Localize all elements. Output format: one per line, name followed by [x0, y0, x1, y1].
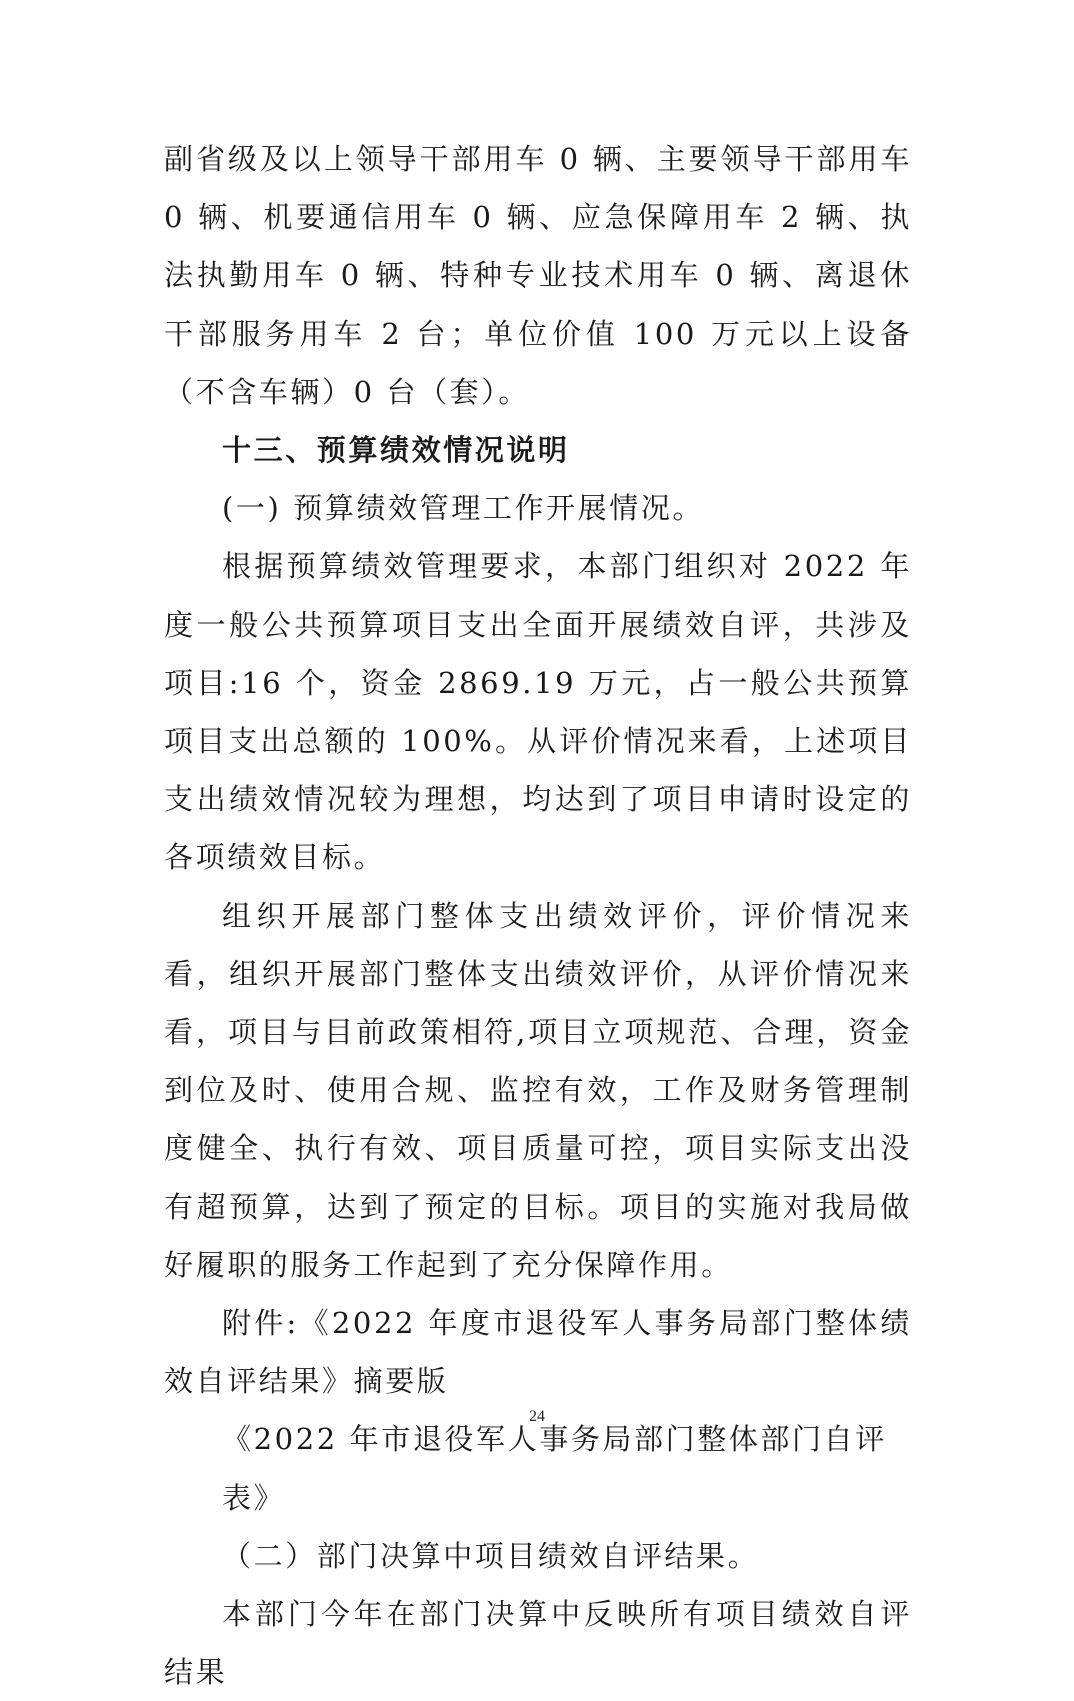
- budget-performance-paragraph: 根据预算绩效管理要求，本部门组织对 2022 年度一般公共预算项目支出全面开展绩效自评，共涉及项目:16 个，资金 2869.19 万元，占一般公共预算项目支出总额的 100%。从评价情况来看，上述项目支出绩效情况较为理想，均达到了项目申请时设定的各项绩效目标。: [164, 549, 912, 875]
- overall-evaluation-paragraph: 组织开展部门整体支出绩效评价，评价情况来看，组织开展部门整体支出绩效评价，从评价情况来看，项目与目前政策相符,项目立项规范、合理，资金到位及时、使用合规、监控有效，工作及财务管理制度健全、执行有效、项目质量可控，项目实际支出没有超预算，达到了预定的目标。项目的实施对我局做好履职的服务工作起到了充分保障作用。: [164, 898, 912, 1282]
- subsection-heading-1: (一) 预算绩效管理工作开展情况。: [222, 491, 705, 526]
- attachment-paragraph: 附件:《2022 年度市退役军人事务局部门整体绩效自评结果》摘要版: [164, 1306, 912, 1399]
- page-number: 24: [529, 1408, 545, 1425]
- subsection-heading-2: （二）部门决算中项目绩效自评结果。: [222, 1538, 760, 1573]
- vehicle-statistics-paragraph: 副省级及以上领导干部用车 0 辆、主要领导干部用车 0 辆、机要通信用车 0 辆、应急保障用车 2 辆、执法执勤用车 0 辆、特种专业技术用车 0 辆、离退休干部服务用车 2 台；单位价值 100 万元以上设备（不含车辆）0 台（套）。: [164, 142, 912, 409]
- section-heading: 十三、预算绩效情况说明: [222, 433, 570, 468]
- attachment-table-title: 《2022 年市退役军人事务局部门整体部门自评表》: [222, 1422, 887, 1515]
- final-paragraph: 本部门今年在部门决算中反映所有项目绩效自评结果: [164, 1597, 912, 1690]
- document-body: [164, 130, 912, 1701]
